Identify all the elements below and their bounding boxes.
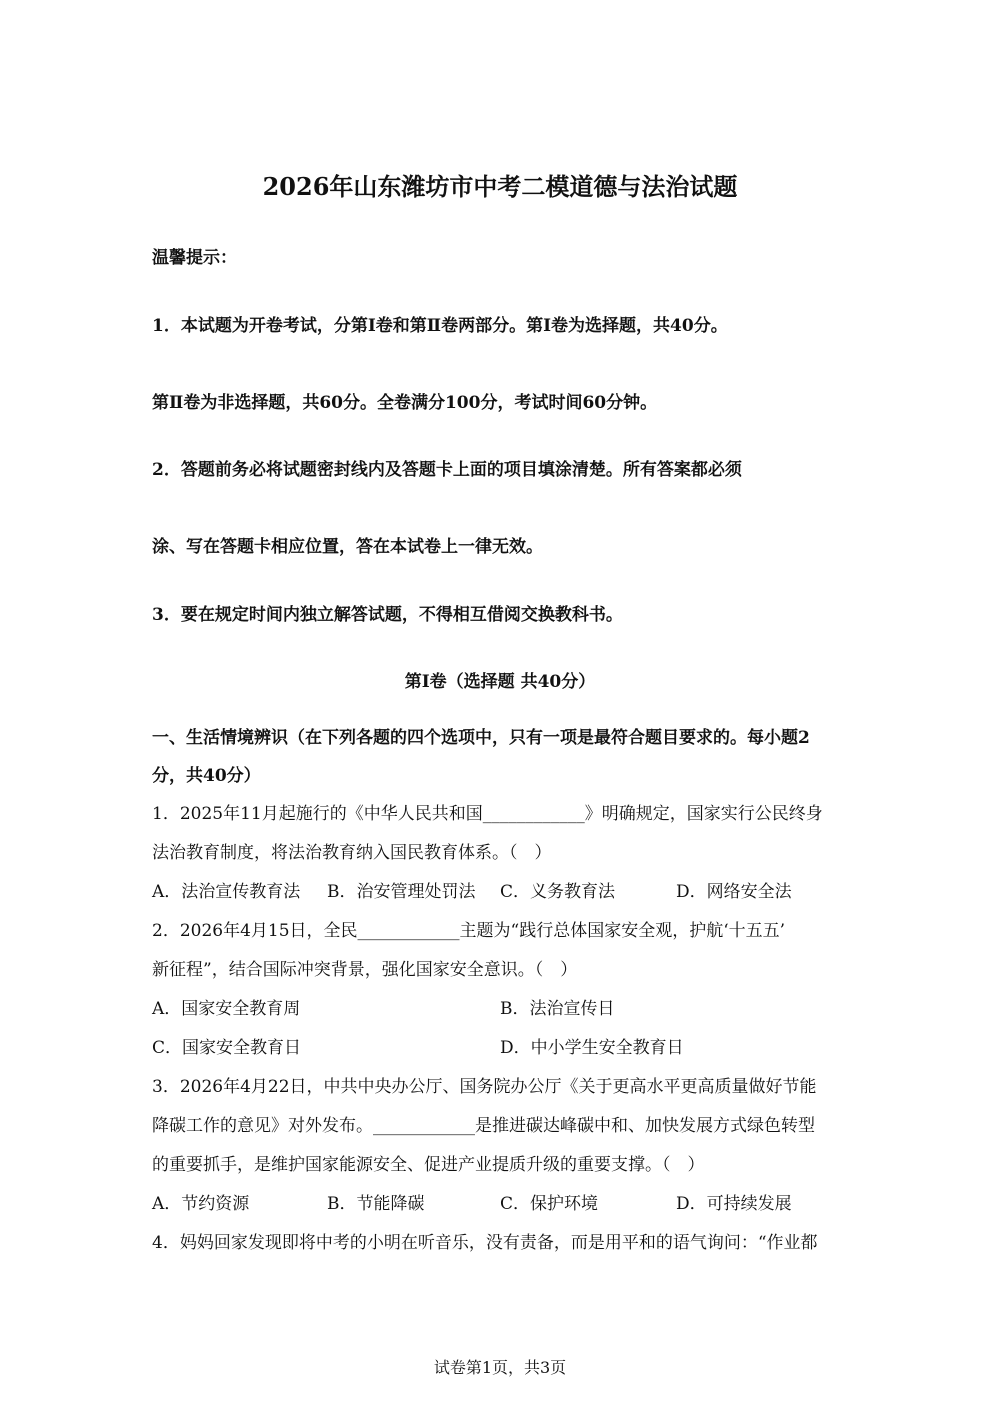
question-2-option-c: C．国家安全教育日 [152, 1038, 302, 1058]
question-3-option-d: D．可持续发展 [676, 1194, 792, 1214]
question-3-line: 的重要抓手，是维护国家能源安全、促进产业提质升级的重要支撑。（ ） [152, 1155, 705, 1175]
tip-line: 第Ⅱ卷为非选择题，共60分。全卷满分100分，考试时间60分钟。 [152, 393, 658, 413]
question-1-line: 法治教育制度，将法治教育纳入国民教育体系。（ ） [152, 843, 552, 863]
tip-line: 涂、写在答题卡相应位置，答在本试卷上一律无效。 [152, 537, 543, 557]
section-heading: 一、生活情境辨识（在下列各题的四个选项中，只有一项是最符合题目要求的。每小题2 [152, 728, 810, 748]
tips-heading: 温馨提示： [152, 248, 237, 268]
page-title: 2026年山东潍坊市中考二模道德与法治试题 [262, 172, 738, 201]
question-1-option-b: B．治安管理处罚法 [327, 882, 476, 902]
question-2-option-b: B．法治宣传日 [500, 999, 615, 1019]
question-3-option-c: C．保护环境 [500, 1194, 599, 1214]
question-2-option-d: D．中小学生安全教育日 [500, 1038, 684, 1058]
question-1-line: 1．2025年11月起施行的《中华人民共和国____________》明确规定，国家实行公民终身 [152, 804, 823, 824]
question-1-option-d: D．网络安全法 [676, 882, 792, 902]
tip-line: 1．本试题为开卷考试，分第Ⅰ卷和第Ⅱ卷两部分。第Ⅰ卷为选择题，共40分。 [152, 316, 728, 336]
question-3-line: 3．2026年4月22日，中共中央办公厅、国务院办公厅《关于更高水平更高质量做好节能 [152, 1077, 817, 1097]
question-1-option-c: C．义务教育法 [500, 882, 616, 902]
question-4-line: 4．妈妈回家发现即将中考的小明在听音乐，没有责备，而是用平和的语气询问：“作业都 [152, 1233, 818, 1253]
section-heading-cont: 分，共40分） [152, 766, 261, 786]
question-2-line: 新征程”，结合国际冲突背景，强化国家安全意识。（ ） [152, 960, 578, 980]
question-3-option-b: B．节能降碳 [327, 1194, 425, 1214]
part1-heading: 第Ⅰ卷（选择题 共40分） [404, 672, 596, 692]
question-2-option-a: A．国家安全教育周 [152, 999, 301, 1019]
question-3-option-a: A．节约资源 [152, 1194, 250, 1214]
question-2-line: 2．2026年4月15日，全民____________主题为“践行总体国家安全观，护航‘十五五’ [152, 921, 786, 941]
tip-line: 2．答题前务必将试题密封线内及答题卡上面的项目填涂清楚。所有答案都必须 [152, 460, 742, 480]
tip-line: 3．要在规定时间内独立解答试题，不得相互借阅交换教科书。 [152, 605, 623, 625]
question-3-line: 降碳工作的意见》对外发布。____________是推进碳达峰碳中和、加快发展方式绿色转型 [152, 1116, 815, 1136]
question-1-option-a: A．法治宣传教育法 [152, 882, 301, 902]
page-footer: 试卷第1页，共3页 [433, 1358, 567, 1377]
